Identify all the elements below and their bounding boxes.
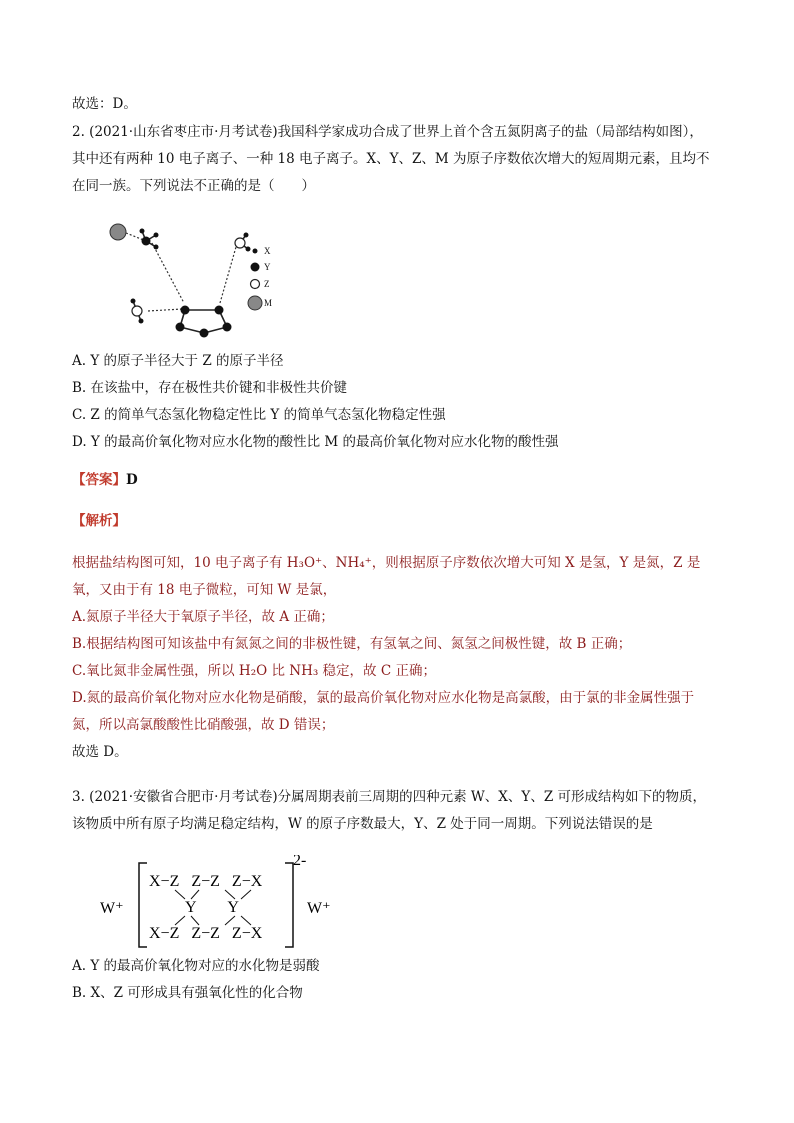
q2-option-c: C. Z 的简单气态氢化物稳定性比 Y 的简单气态氢化物稳定性强 <box>72 407 446 423</box>
analysis-line-7: 氮，所以高氯酸酸性比硝酸强，故 D 错误； <box>72 717 335 733</box>
analysis-line-1: 根据盐结构图可知，10 电子离子有 H₃O⁺、NH₄⁺，则根据原子序数依次增大可知 X 是氢，Y 是氮，Z 是 <box>72 555 701 571</box>
q2-stem-line-2: 其中还有两种 10 电子离子、一种 18 电子离子。X、Y、Z、M 为原子序数依次增大的短周期元素，且均不 <box>72 151 710 167</box>
legend-x: X <box>264 246 271 256</box>
pentazolate-structure-figure <box>100 215 290 345</box>
formula-middle-row: Y Y <box>185 899 239 916</box>
q2-option-d: D. Y 的最高价氧化物对应水化物的酸性比 M 的最高价氧化物对应水化物的酸性强 <box>72 434 559 450</box>
answer-label: 【答案】 <box>72 472 126 488</box>
analysis-line-6: D.氮的最高价氧化物对应水化物是硝酸，氯的最高价氧化物对应水化物是高氯酸，由于氯的非金属性强于 <box>72 690 695 706</box>
analysis-conclusion: 故选 D。 <box>72 744 128 760</box>
q3-option-a: A. Y 的最高价氧化物对应的水化物是弱酸 <box>72 958 320 974</box>
q3-stem-line-2: 该物质中所有原子均满足稳定结构，W 的原子序数最大，Y、Z 处于同一周期。下列说法错误的是 <box>72 816 653 832</box>
legend-y: Y <box>264 262 271 272</box>
answer-value: D <box>126 472 138 488</box>
w-cation-left: W⁺ <box>100 900 124 917</box>
q1-conclusion: 故选：D。 <box>72 96 137 112</box>
formula-bottom-row: X−Z Z−Z Z−X <box>149 925 263 942</box>
structural-formula-figure <box>95 855 355 955</box>
q2-option-a: A. Y 的原子半径大于 Z 的原子半径 <box>72 353 284 369</box>
q2-stem-line-3: 在同一族。下列说法不正确的是（ ） <box>72 178 315 194</box>
q2-answer <box>72 470 138 490</box>
q2-stem-line-1: 2. (2021·山东省枣庄市·月考试卷)我国科学家成功合成了世界上首个含五氮阴离子的盐（局部结构如图）， <box>72 124 703 140</box>
legend-z: Z <box>264 279 270 289</box>
analysis-line-4: B.根据结构图可知该盐中有氮氮之间的非极性键，有氢氧之间、氮氢之间极性键，故 B 正确； <box>72 636 632 652</box>
analysis-label: 【解析】 <box>72 513 126 529</box>
q3-option-b: B. X、Z 可形成具有强氧化性的化合物 <box>72 985 303 1001</box>
q2-option-b: B. 在该盐中，存在极性共价键和非极性共价键 <box>72 380 348 396</box>
analysis-line-2: 氧，又由于有 18 电子微粒，可知 W 是氯， <box>72 582 337 598</box>
legend-m: M <box>264 298 273 308</box>
formula-top-row: X−Z Z−Z Z−X <box>149 873 263 890</box>
q3-stem-line-1: 3. (2021·安徽省合肥市·月考试卷)分属周期表前三周期的四种元素 W、X、Y、Z 可形成结构如下的物质， <box>72 789 707 805</box>
w-cation-right: W⁺ <box>307 900 331 917</box>
anion-charge: 2- <box>293 855 307 869</box>
analysis-line-5: C.氧比氮非金属性强，所以 H₂O 比 NH₃ 稳定，故 C 正确； <box>72 663 436 679</box>
analysis-line-3: A.氮原子半径大于氧原子半径，故 A 正确； <box>72 609 334 625</box>
